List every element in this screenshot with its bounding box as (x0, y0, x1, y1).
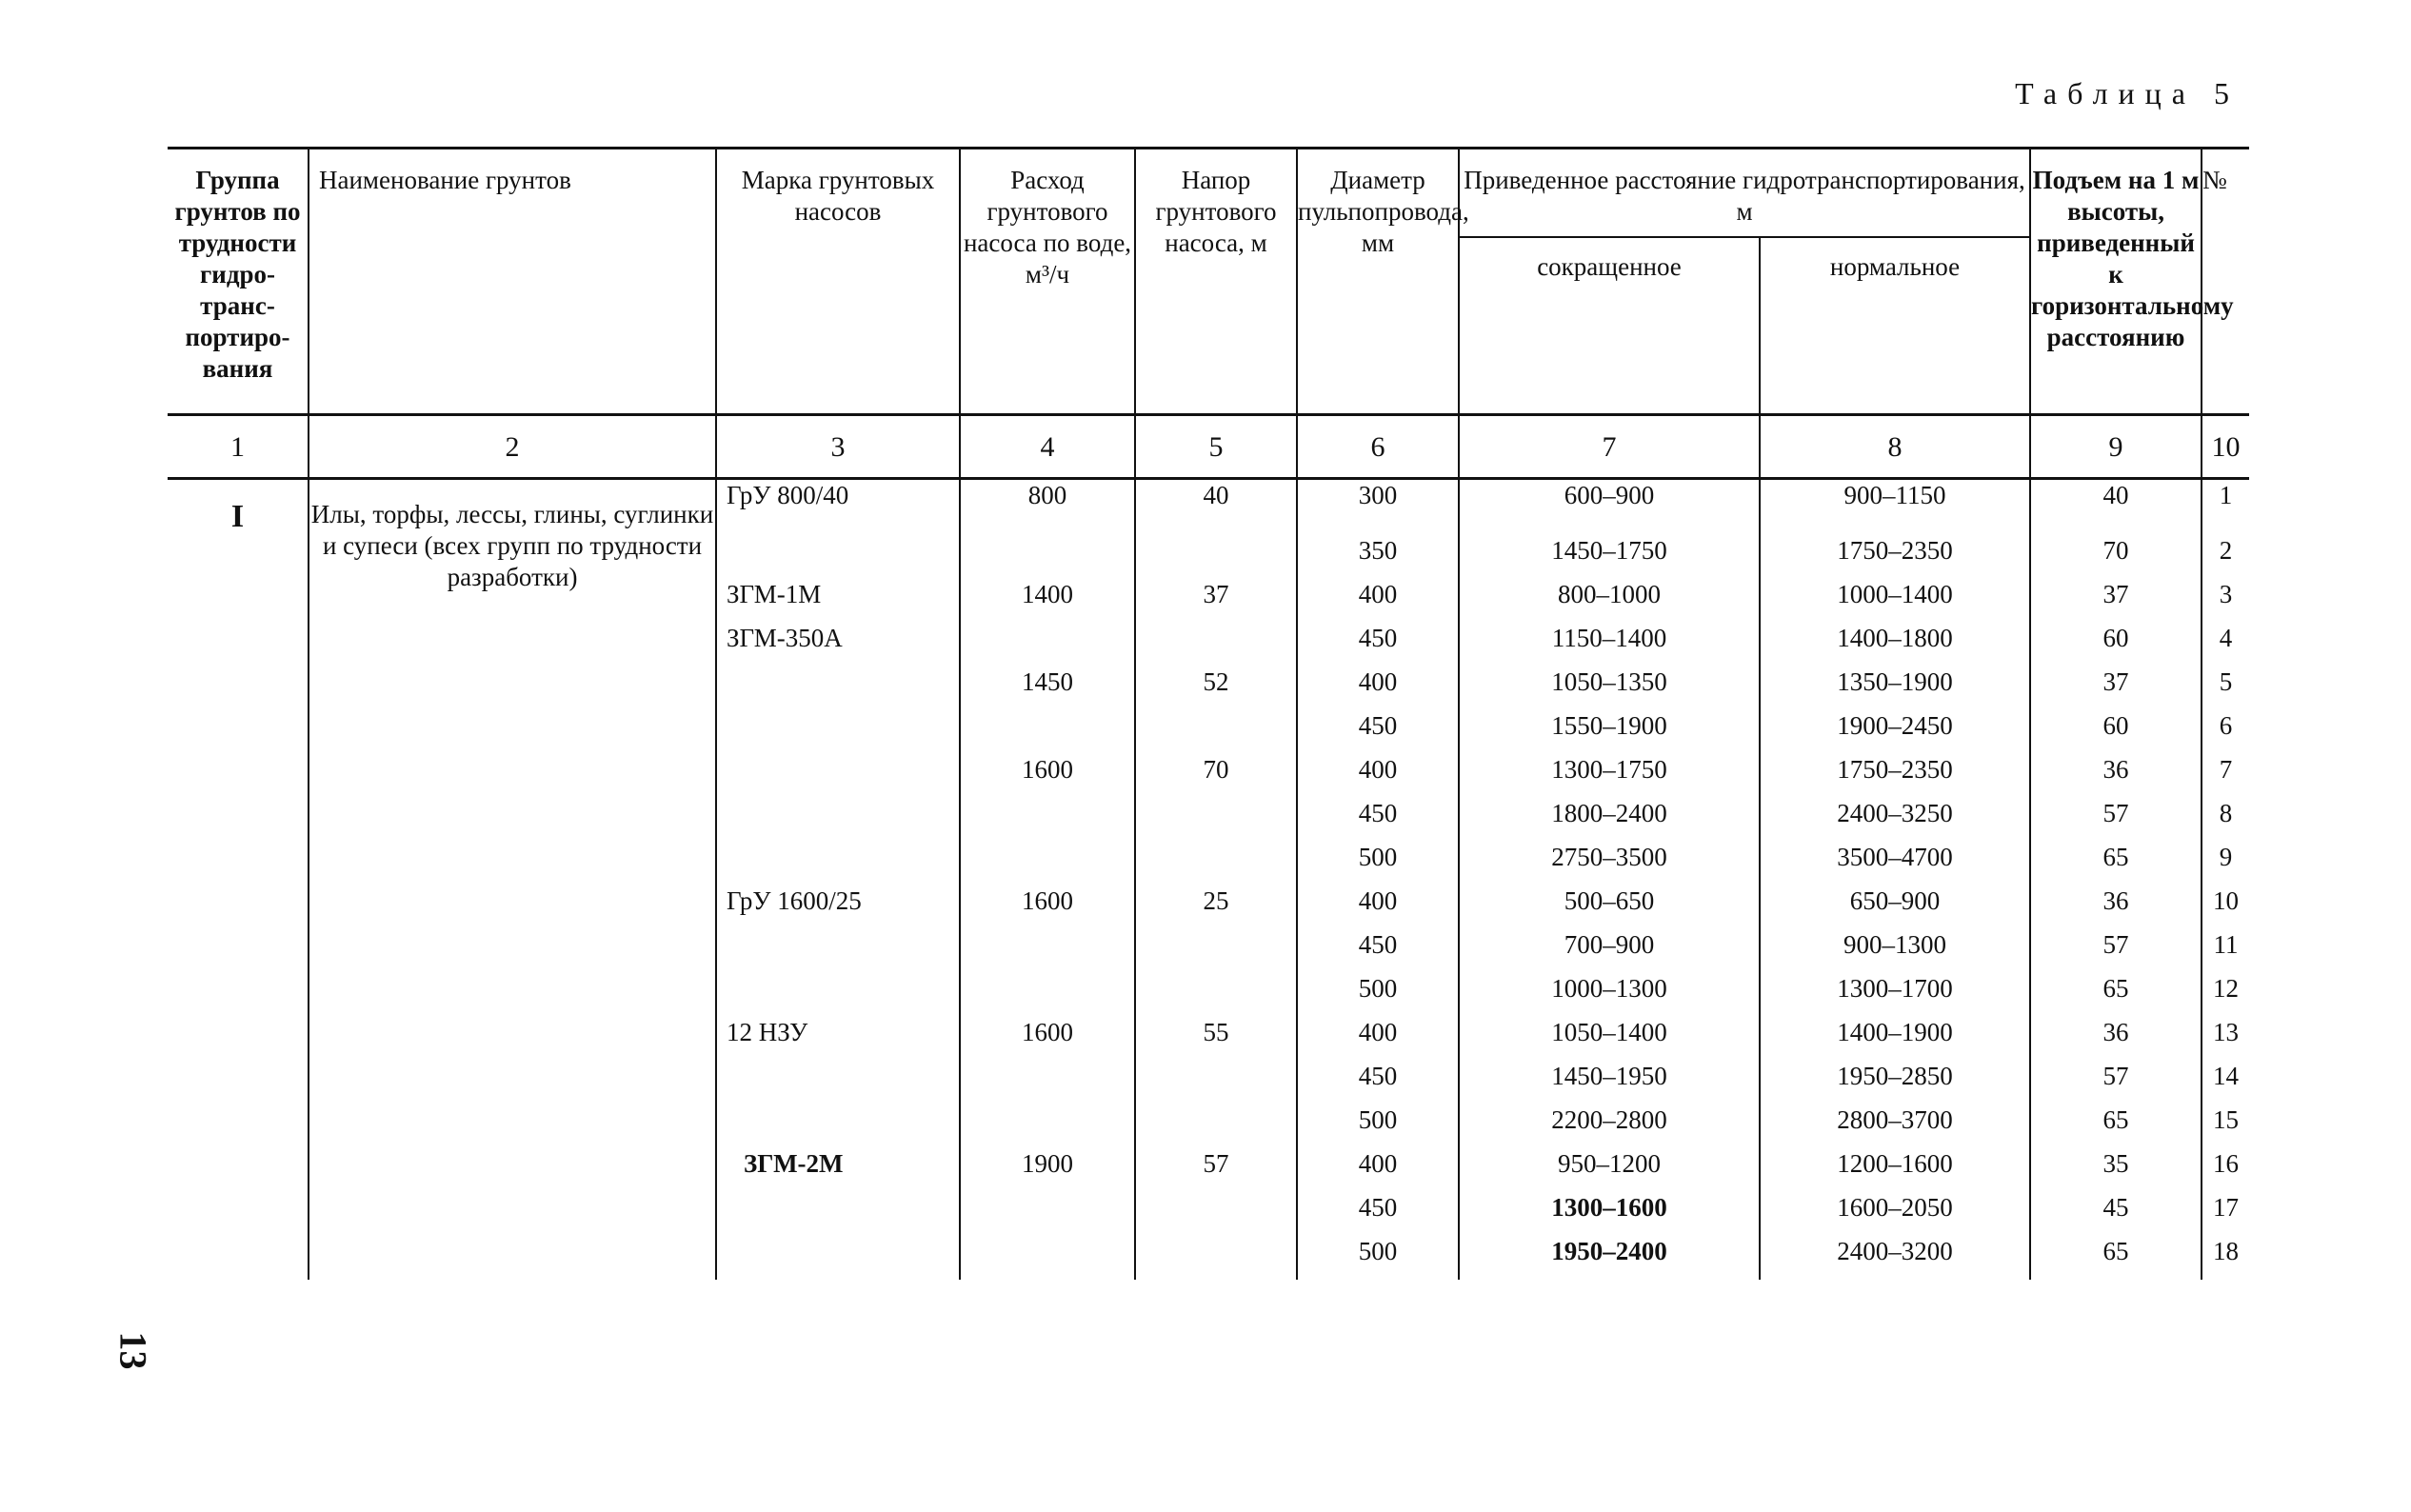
distance-short: 2750–3500 (1459, 842, 1760, 885)
col-number: 2 (309, 415, 716, 479)
head-value: 70 (1135, 754, 1297, 798)
pump-brand: ЗГМ-1М (716, 579, 960, 623)
row-number: 13 (2202, 1017, 2249, 1061)
distance-normal: 1750–2350 (1760, 535, 2030, 579)
distance-normal: 2800–3700 (1760, 1104, 2030, 1148)
row-number: 5 (2202, 666, 2249, 710)
diameter-value: 450 (1297, 1192, 1459, 1236)
distance-short: 1050–1400 (1459, 1017, 1760, 1061)
distance-normal: 1950–2850 (1760, 1061, 2030, 1104)
col-number: 9 (2030, 415, 2202, 479)
head-value (1135, 535, 1297, 579)
header-number: № (2202, 149, 2249, 415)
distance-normal: 900–1300 (1760, 929, 2030, 973)
col-number: 7 (1459, 415, 1760, 479)
lift-value: 36 (2030, 885, 2202, 929)
diameter-value: 450 (1297, 929, 1459, 973)
header-distance-normal: нормальное (1760, 237, 2030, 415)
flow-value (960, 929, 1135, 973)
row-number: 3 (2202, 579, 2249, 623)
diameter-value: 350 (1297, 535, 1459, 579)
distance-normal: 1350–1900 (1760, 666, 2030, 710)
pump-brand (716, 798, 960, 842)
row-number: 7 (2202, 754, 2249, 798)
distance-normal: 1400–1900 (1760, 1017, 2030, 1061)
head-value: 37 (1135, 579, 1297, 623)
row-number: 1 (2202, 479, 2249, 536)
row-number: 14 (2202, 1061, 2249, 1104)
diameter-value: 450 (1297, 798, 1459, 842)
pump-brand (716, 1236, 960, 1280)
pump-brand: ЗГМ-350А (716, 623, 960, 666)
lift-value: 40 (2030, 479, 2202, 536)
row-number: 11 (2202, 929, 2249, 973)
lift-value: 65 (2030, 1104, 2202, 1148)
distance-normal: 900–1150 (1760, 479, 2030, 536)
distance-short: 1450–1950 (1459, 1061, 1760, 1104)
table-caption: Таблица 5 (2015, 76, 2240, 110)
soil-group: I (230, 499, 245, 534)
distance-normal: 1000–1400 (1760, 579, 2030, 623)
row-number: 15 (2202, 1104, 2249, 1148)
head-value: 40 (1135, 479, 1297, 536)
table-row (168, 479, 2249, 536)
flow-value (960, 1104, 1135, 1148)
distance-normal: 3500–4700 (1760, 842, 2030, 885)
distance-short: 1550–1900 (1459, 710, 1760, 754)
pump-brand (716, 535, 960, 579)
row-number: 8 (2202, 798, 2249, 842)
lift-value: 57 (2030, 929, 2202, 973)
distance-short: 1000–1300 (1459, 973, 1760, 1017)
distance-short: 500–650 (1459, 885, 1760, 929)
diameter-value: 450 (1297, 710, 1459, 754)
lift-value: 37 (2030, 579, 2202, 623)
header-flow: Расход грунтового насоса по воде, м³/ч (960, 149, 1135, 415)
pump-brand (716, 929, 960, 973)
head-value: 52 (1135, 666, 1297, 710)
table-body (168, 479, 2249, 1281)
col-number: 4 (960, 415, 1135, 479)
diameter-value: 400 (1297, 1148, 1459, 1192)
distance-short: 2200–2800 (1459, 1104, 1760, 1148)
diameter-value: 450 (1297, 1061, 1459, 1104)
lift-value: 70 (2030, 535, 2202, 579)
diameter-value: 400 (1297, 666, 1459, 710)
diameter-value: 400 (1297, 1017, 1459, 1061)
header-lift: Подъем на 1 м высоты, приведенный к горизонтальному расстоянию (2030, 149, 2202, 415)
lift-value: 37 (2030, 666, 2202, 710)
distance-short: 800–1000 (1459, 579, 1760, 623)
head-value (1135, 929, 1297, 973)
flow-value (960, 535, 1135, 579)
pump-brand (716, 1061, 960, 1104)
lift-value: 35 (2030, 1148, 2202, 1192)
row-number: 17 (2202, 1192, 2249, 1236)
lift-value: 65 (2030, 842, 2202, 885)
pump-brand: ГрУ 800/40 (716, 479, 960, 536)
diameter-value: 400 (1297, 754, 1459, 798)
flow-value: 1600 (960, 754, 1135, 798)
head-value: 55 (1135, 1017, 1297, 1061)
col-number: 3 (716, 415, 960, 479)
header-diameter: Диаметр пульпопровода, мм (1297, 149, 1459, 415)
lift-value: 65 (2030, 1236, 2202, 1280)
lift-value: 57 (2030, 798, 2202, 842)
lift-value: 65 (2030, 973, 2202, 1017)
distance-normal: 1600–2050 (1760, 1192, 2030, 1236)
soil-names: Илы, торфы, лессы, глины, суглинки и супеси (всех групп по трудности разработки) (309, 479, 716, 1281)
distance-normal: 1200–1600 (1760, 1148, 2030, 1192)
diameter-value: 400 (1297, 885, 1459, 929)
distance-normal: 2400–3200 (1760, 1236, 2030, 1280)
pump-brand (716, 973, 960, 1017)
soil-transport-table (168, 147, 2249, 1280)
distance-normal: 1750–2350 (1760, 754, 2030, 798)
lift-value: 57 (2030, 1061, 2202, 1104)
lift-value: 36 (2030, 754, 2202, 798)
distance-short: 700–900 (1459, 929, 1760, 973)
diameter-value: 500 (1297, 842, 1459, 885)
head-value (1135, 1104, 1297, 1148)
header-group: Группа грунтов по трудности гидро-транс-портиро-вания (168, 149, 309, 415)
distance-short: 1800–2400 (1459, 798, 1760, 842)
pump-brand (716, 1192, 960, 1236)
pump-brand: 12 НЗУ (716, 1017, 960, 1061)
row-number: 12 (2202, 973, 2249, 1017)
pump-brand (716, 842, 960, 885)
distance-normal: 1300–1700 (1760, 973, 2030, 1017)
distance-normal: 650–900 (1760, 885, 2030, 929)
flow-value (960, 973, 1135, 1017)
lift-value: 60 (2030, 710, 2202, 754)
flow-value: 1400 (960, 579, 1135, 623)
col-number: 6 (1297, 415, 1459, 479)
flow-value: 1900 (960, 1148, 1135, 1192)
header-soil-names: Наименование грунтов (309, 149, 716, 415)
diameter-value: 450 (1297, 623, 1459, 666)
header-head: Напор грунтового насоса, м (1135, 149, 1297, 415)
row-number: 6 (2202, 710, 2249, 754)
flow-value: 1600 (960, 1017, 1135, 1061)
diameter-value: 400 (1297, 579, 1459, 623)
row-number: 4 (2202, 623, 2249, 666)
head-value (1135, 1236, 1297, 1280)
head-value: 57 (1135, 1148, 1297, 1192)
col-number: 10 (2202, 415, 2249, 479)
diameter-value: 300 (1297, 479, 1459, 536)
head-value (1135, 623, 1297, 666)
pump-brand (716, 710, 960, 754)
head-value (1135, 710, 1297, 754)
flow-value (960, 1236, 1135, 1280)
head-value (1135, 973, 1297, 1017)
flow-value (960, 1192, 1135, 1236)
page-number: 13 (111, 1331, 155, 1370)
distance-normal: 1400–1800 (1760, 623, 2030, 666)
header-distance: Приведенное расстояние гидротранспортирования, м (1459, 149, 2030, 238)
head-value: 25 (1135, 885, 1297, 929)
diameter-value: 500 (1297, 1104, 1459, 1148)
flow-value: 800 (960, 479, 1135, 536)
head-value (1135, 798, 1297, 842)
flow-value (960, 710, 1135, 754)
row-number: 10 (2202, 885, 2249, 929)
distance-short: 1950–2400 (1459, 1236, 1760, 1280)
distance-short: 1050–1350 (1459, 666, 1760, 710)
pump-brand: ГрУ 1600/25 (716, 885, 960, 929)
distance-short: 950–1200 (1459, 1148, 1760, 1192)
lift-value: 36 (2030, 1017, 2202, 1061)
pump-brand (716, 754, 960, 798)
distance-short: 1150–1400 (1459, 623, 1760, 666)
header-distance-short: сокращенное (1459, 237, 1760, 415)
lift-value: 45 (2030, 1192, 2202, 1236)
flow-value (960, 1061, 1135, 1104)
flow-value (960, 842, 1135, 885)
distance-short: 1450–1750 (1459, 535, 1760, 579)
head-value (1135, 1061, 1297, 1104)
col-number: 5 (1135, 415, 1297, 479)
pump-brand (716, 1104, 960, 1148)
flow-value: 1600 (960, 885, 1135, 929)
flow-value (960, 623, 1135, 666)
row-number: 9 (2202, 842, 2249, 885)
header-pump-brand: Марка грунтовых насосов (716, 149, 960, 415)
col-number: 1 (168, 415, 309, 479)
pump-brand (716, 666, 960, 710)
distance-normal: 1900–2450 (1760, 710, 2030, 754)
distance-short: 1300–1750 (1459, 754, 1760, 798)
distance-short: 1300–1600 (1459, 1192, 1760, 1236)
distance-normal: 2400–3250 (1760, 798, 2030, 842)
row-number: 16 (2202, 1148, 2249, 1192)
distance-short: 600–900 (1459, 479, 1760, 536)
diameter-value: 500 (1297, 1236, 1459, 1280)
lift-value: 60 (2030, 623, 2202, 666)
row-number: 2 (2202, 535, 2249, 579)
col-number: 8 (1760, 415, 2030, 479)
head-value (1135, 842, 1297, 885)
head-value (1135, 1192, 1297, 1236)
row-number: 18 (2202, 1236, 2249, 1280)
diameter-value: 500 (1297, 973, 1459, 1017)
flow-value: 1450 (960, 666, 1135, 710)
pump-brand: ЗГМ-2М (716, 1148, 960, 1192)
flow-value (960, 798, 1135, 842)
